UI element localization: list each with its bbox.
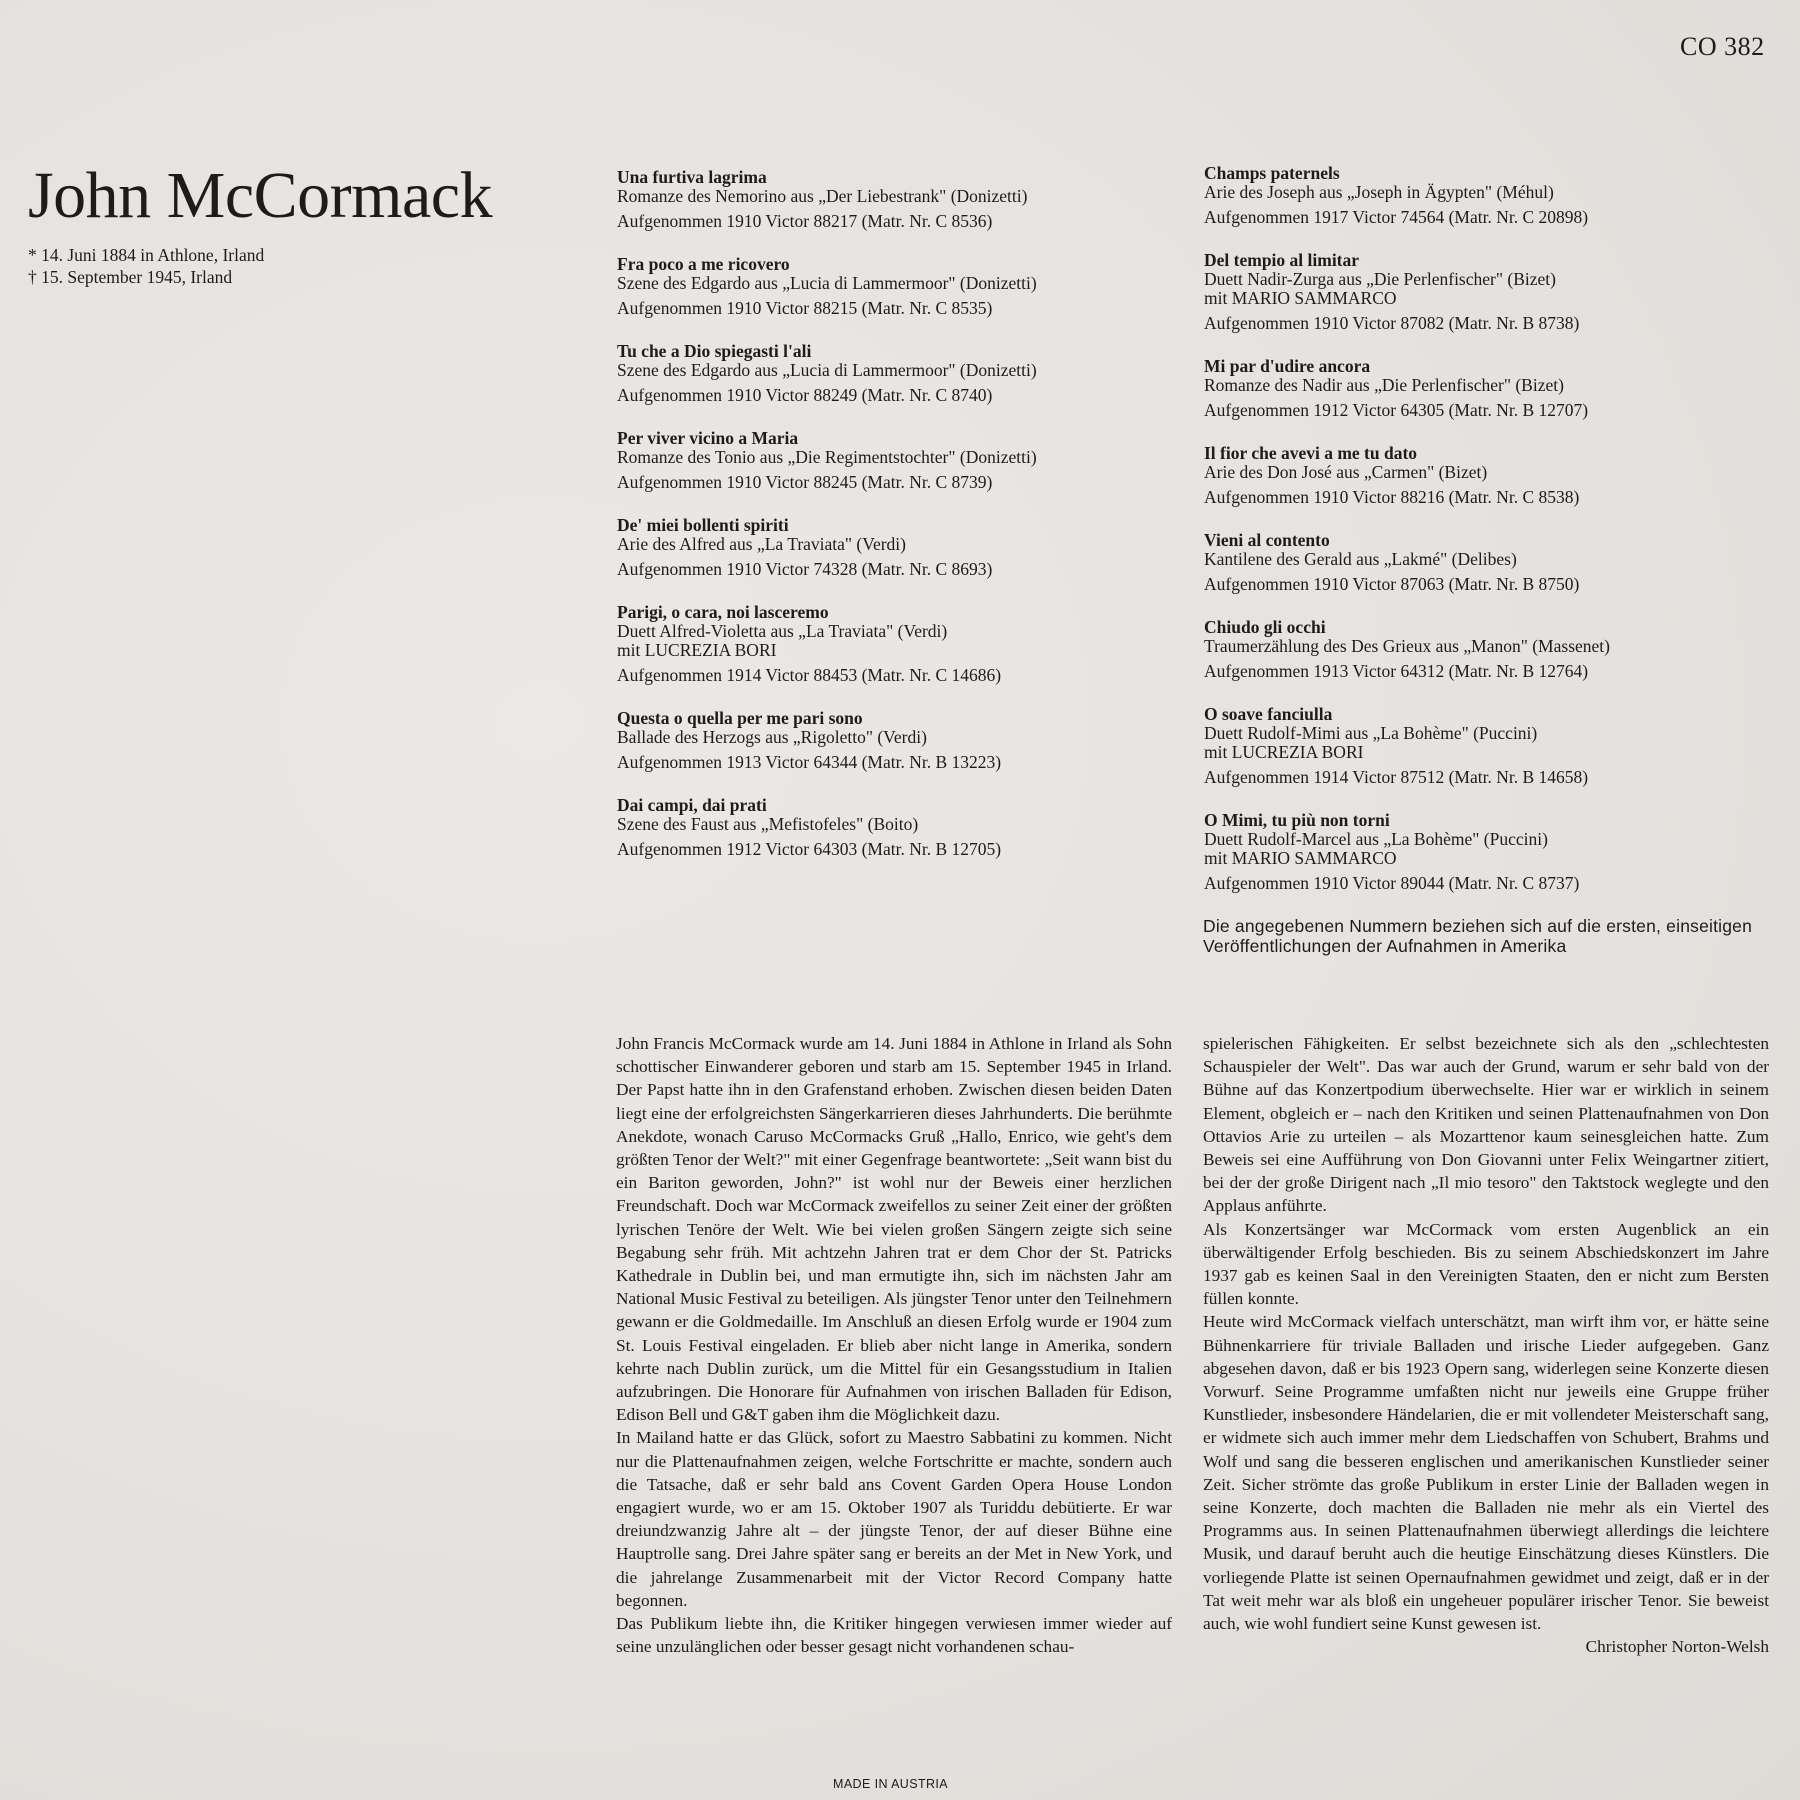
track-entry (617, 168, 1087, 231)
bio-paragraph: spielerischen Fähigkeiten. Er selbst bezeichnete sich als den „schlechtesten Schauspieler der Welt". Das war auch der Grund, warum er sehr bald von der Bühne auf das Konzertpodium überwechselte. Hier war er wirklich in seinem Element, obgleich er – nach den Kritiken und seinen Plattenaufnahmen von Don Ottavios Arie zu urteilen – als Mozarttenor kaum seinesgleichen hatte. Zum Beweis sei eine Aufführung von Don Giovanni unter Felix Weingartner zitiert, bei der der große Dirigent nach „Il mio tesoro" den Taktstock weglegte und den Applaus anführte. (1203, 1034, 1769, 1216)
track-recording: Aufgenommen 1910 Victor 88216 (Matr. Nr. C 8538) (1204, 487, 1580, 507)
track-description: Arie des Don José aus „Carmen" (Bizet) (1204, 462, 1488, 482)
track-description: Szene des Edgardo aus „Lucia di Lammermoor" (Donizetti) (617, 360, 1037, 380)
track-title: Fra poco a me ricovero (617, 254, 790, 274)
bio-paragraph: Das Publikum liebte ihn, die Kritiker hingegen verwiesen immer wieder auf seine unzulänglichen oder besser gesagt nicht vorhandenen schau- (616, 1614, 1172, 1657)
bio-paragraph: Als Konzertsänger war McCormack vom ersten Augenblick an ein überwältigender Erfolg beschieden. Bis zu seinem Abschiedskonzert im Jahre 1937 gab es keinen Saal in den Vereinigten Staaten, den er nicht zum Bersten füllen konnte. (1203, 1219, 1769, 1309)
track-title: Chiudo gli occhi (1204, 617, 1326, 637)
track-title: O soave fanciulla (1204, 704, 1333, 724)
track-description: Romanze des Nemorino aus „Der Liebestrank" (Donizetti) (617, 186, 1028, 206)
track-description: Arie des Joseph aus „Joseph in Ägypten" (Méhul) (1204, 182, 1554, 202)
artist-dates (28, 244, 264, 288)
track-description: Arie des Alfred aus „La Traviata" (Verdi) (617, 534, 906, 554)
track-recording: Aufgenommen 1917 Victor 74564 (Matr. Nr. C 20898) (1204, 207, 1589, 227)
track-description: Kantilene des Gerald aus „Lakmé" (Delibes) (1204, 549, 1517, 569)
track-title: Per viver vicino a Maria (617, 428, 799, 448)
made-in-label: MADE IN AUSTRIA (833, 1777, 949, 1791)
track-partner: mit MARIO SAMMARCO (1204, 848, 1397, 868)
track-description: Duett Rudolf-Marcel aus „La Bohème" (Puccini) (1204, 829, 1548, 849)
track-entry (617, 796, 1087, 859)
track-title: Parigi, o cara, noi lasceremo (617, 602, 829, 622)
track-recording: Aufgenommen 1914 Victor 88453 (Matr. Nr. C 14686) (617, 665, 1002, 685)
track-title: Dai campi, dai prati (617, 795, 767, 815)
track-title: Del tempio al limitar (1204, 250, 1360, 270)
track-title: O Mimi, tu più non torni (1204, 810, 1390, 830)
track-recording: Aufgenommen 1910 Victor 74328 (Matr. Nr. C 8693) (617, 559, 993, 579)
numbering-note: Die angegebenen Nummern beziehen sich auf die ersten, einseitigen Veröffentlichungen der Aufnahmen in Amerika (1203, 916, 1753, 956)
track-description: Romanze des Tonio aus „Die Regimentstochter" (Donizetti) (617, 447, 1037, 467)
track-title: Tu che a Dio spiegasti l'ali (617, 341, 812, 361)
track-recording: Aufgenommen 1910 Victor 88249 (Matr. Nr. C 8740) (617, 385, 993, 405)
track-recording: Aufgenommen 1910 Victor 88217 (Matr. Nr. C 8536) (617, 211, 993, 231)
track-entry (617, 709, 1087, 772)
track-entry (617, 429, 1087, 492)
track-recording: Aufgenommen 1913 Victor 64344 (Matr. Nr. B 13223) (617, 752, 1002, 772)
track-recording: Aufgenommen 1910 Victor 89044 (Matr. Nr. C 8737) (1204, 873, 1580, 893)
track-recording: Aufgenommen 1910 Victor 87063 (Matr. Nr. B 8750) (1204, 574, 1580, 594)
bio-paragraph: In Mailand hatte er das Glück, sofort zu Maestro Sabbatini zu kommen. Nicht nur die Plattenaufnahmen zeigen, welche Fortschritte er machte, sondern auch die Tatsache, daß er sehr bald ans Covent Garden Opera House London engagiert wurde, wo er am 15. Oktober 1907 als Turiddu debütierte. Er war dreiundzwanzig Jahre alt – der jüngste Tenor, der auf dieser Bühne eine Hauptrolle sang. Drei Jahre später sang er bereits an der Met in New York, und die jahrelange Zusammenarbeit mit der Victor Record Company hatte begonnen. (616, 1428, 1172, 1610)
bio-paragraph: Heute wird McCormack vielfach unterschätzt, man wirft ihm vor, er hätte seine Bühnenkarriere für triviale Balladen und irische Lieder aufgegeben. Ganz abgesehen davon, daß er bis 1923 Opern sang, widerlegen seine Konzerte diesen Vorwurf. Seine Programme umfaßten nicht nur jeweils eine Gruppe früher Kunstlieder, insbesondere Händelarien, die er mit vollendeter Meisterschaft sang, er widmete sich auch immer mehr dem Liedschaffen von Schubert, Brahms und Wolf und sang die besseren englischen und amerikanischen Kunstlieder seiner Zeit. Sicher strömte das große Publikum in erster Linie der Balladen wegen in seine Konzerte, doch machten die Balladen nie mehr als ein Viertel des Programms aus. In seinen Plattenaufnahmen überwiegt allerdings die leichtere Musik, und darauf beruht auch die heutige Einschätzung dieses Künstlers. Die vorliegende Platte ist seinen Opernaufnahmen gewidmet und zeigt, daß er in der Tat weit mehr war als bloß ein ungeheuer populärer irischer Tenor. Sie beweist auch, wie wohl fundiert seine Kunst gewesen ist. (1203, 1312, 1769, 1634)
track-list-left (617, 168, 1087, 883)
track-entry (617, 342, 1087, 405)
track-recording: Aufgenommen 1910 Victor 88245 (Matr. Nr. C 8739) (617, 472, 993, 492)
track-title: De' miei bollenti spiriti (617, 515, 789, 535)
track-entry (1204, 531, 1764, 594)
death-date: † 15. September 1945, Irland (28, 267, 233, 287)
track-recording: Aufgenommen 1912 Victor 64305 (Matr. Nr. B 12707) (1204, 400, 1589, 420)
catalog-number: CO 382 (1680, 32, 1765, 61)
track-partner: mit LUCREZIA BORI (1204, 742, 1364, 762)
track-recording: Aufgenommen 1912 Victor 64303 (Matr. Nr. B 12705) (617, 839, 1002, 859)
track-entry (1204, 811, 1764, 893)
biography-column-1 (616, 1032, 1172, 1658)
track-recording: Aufgenommen 1910 Victor 88215 (Matr. Nr. C 8535) (617, 298, 993, 318)
track-recording: Aufgenommen 1910 Victor 87082 (Matr. Nr. B 8738) (1204, 313, 1580, 333)
artist-name: John McCormack (28, 159, 493, 232)
track-title: Champs paternels (1204, 163, 1340, 183)
track-description: Duett Nadir-Zurga aus „Die Perlenfischer" (Bizet) (1204, 269, 1556, 289)
track-list-right (1204, 164, 1764, 917)
track-entry (617, 516, 1087, 579)
track-entry (1204, 251, 1764, 333)
bio-paragraph: John Francis McCormack wurde am 14. Juni 1884 in Athlone in Irland als Sohn schottischer Einwanderer geboren und starb am 15. September 1945 in Irland. Der Papst hatte ihn in den Grafenstand erhoben. Zwischen diesen beiden Daten liegt eine der erfolgreichsten Sängerkarrieren dieses Jahrhunderts. Die berühmte Anekdote, wonach Caruso McCormacks Gruß „Hallo, Enrico, wie geht's dem größten Tenor der Welt?" mit einer Gegenfrage beantwortete: „Seit wann bist du ein Bariton geworden, John?" ist wohl nur der Beweis einer herzlichen Freundschaft. Doch war McCormack zweifellos zu seiner Zeit einer der größten lyrischen Tenöre der Welt. Wie bei vielen großen Sängern zeigte sich seine Begabung sehr früh. Mit achtzehn Jahren trat er dem Chor der St. Patricks Kathedrale in Dublin bei, und man ermutigte ihn, sich im nächsten Jahr am National Music Festival zu beteiligen. Als jüngster Tenor unter den Teilnehmern gewann er die Goldmedaille. Im Anschluß an diesen Erfolg wurde er 1904 zum St. Louis Festival eingeladen. Er blieb aber nicht lange in Amerika, sondern kehrte nach Dublin zurück, um die Mittel für ein Gesangsstudium in Italien aufzubringen. Die Honorare für Aufnahmen von irischen Balladen für Edison, Edison Bell und G&T gaben ihm die Möglichkeit dazu. (616, 1034, 1172, 1425)
track-description: Traumerzählung des Des Grieux aus „Manon" (Massenet) (1204, 636, 1610, 656)
track-partner: mit MARIO SAMMARCO (1204, 288, 1397, 308)
biography-column-2 (1203, 1032, 1769, 1658)
track-entry (1204, 618, 1764, 681)
track-description: Ballade des Herzogs aus „Rigoletto" (Verdi) (617, 727, 927, 747)
track-title: Mi par d'udire ancora (1204, 356, 1371, 376)
track-entry (617, 603, 1087, 685)
track-description: Szene des Edgardo aus „Lucia di Lammermoor" (Donizetti) (617, 273, 1037, 293)
track-entry (1204, 164, 1764, 227)
birth-date: * 14. Juni 1884 in Athlone, Irland (28, 245, 265, 265)
track-title: Una furtiva lagrima (617, 167, 767, 187)
track-title: Il fior che avevi a me tu dato (1204, 443, 1418, 463)
track-partner: mit LUCREZIA BORI (617, 640, 777, 660)
track-entry (1204, 705, 1764, 787)
bio-author: Christopher Norton-Welsh (1585, 1637, 1769, 1657)
track-recording: Aufgenommen 1914 Victor 87512 (Matr. Nr. B 14658) (1204, 767, 1589, 787)
track-entry (1204, 357, 1764, 420)
track-description: Duett Alfred-Violetta aus „La Traviata" (Verdi) (617, 621, 948, 641)
track-entry (617, 255, 1087, 318)
track-description: Duett Rudolf-Mimi aus „La Bohème" (Puccini) (1204, 723, 1538, 743)
track-recording: Aufgenommen 1913 Victor 64312 (Matr. Nr. B 12764) (1204, 661, 1589, 681)
track-description: Szene des Faust aus „Mefistofeles" (Boito) (617, 814, 919, 834)
track-title: Questa o quella per me pari sono (617, 708, 863, 728)
track-description: Romanze des Nadir aus „Die Perlenfischer" (Bizet) (1204, 375, 1564, 395)
track-title: Vieni al contento (1204, 530, 1330, 550)
track-entry (1204, 444, 1764, 507)
